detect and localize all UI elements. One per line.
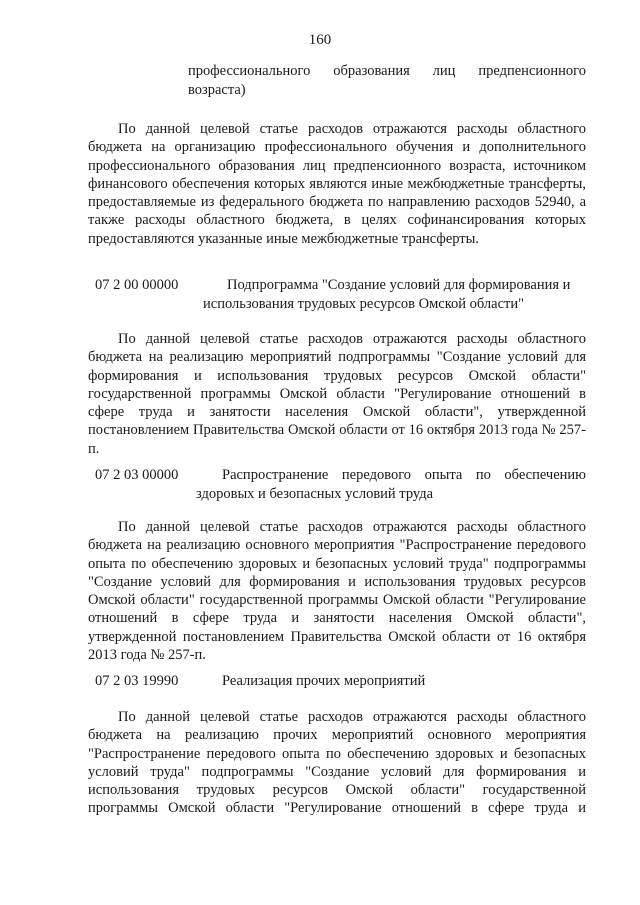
continued-heading-line-1: профессионального образования лиц предпенсионного (188, 63, 586, 79)
subprogram-heading (203, 276, 570, 313)
budget-code-07-2-03-00000: 07 2 03 00000 (95, 467, 179, 483)
subprogram-heading-line-1: Подпрограмма "Создание условий для формирования и (227, 277, 571, 293)
budget-code-07-2-03-19990: 07 2 03 19990 (95, 673, 179, 689)
activity-heading-line-1: Реализация прочих мероприятий (222, 673, 426, 689)
continued-heading-line-2: возраста) (188, 81, 246, 98)
body-paragraph-4 (88, 708, 586, 818)
budget-code-07-2-00-00000: 07 2 00 00000 (95, 277, 179, 293)
page-number: 160 (308, 32, 332, 48)
body-paragraph-1 (88, 120, 586, 248)
body-paragraph-3-text: По данной целевой статье расходов отражаются расходы областного бюджета на реализацию основного мероприятия "Распространение передового опыта по обеспечению здоровых и безопасных условий труда" подпрограммы "Создание условий для формирования и использования трудовых ресурсов Омской области" государственной программы Омской области "Регулирование отношений в сфере труда и занятости населения Омской области", утвержденной постановлением Правительства Омской области от 16 октября 2013 года № 257-п. (88, 519, 586, 664)
continued-heading (188, 62, 586, 99)
body-paragraph-1-text: По данной целевой статье расходов отражаются расходы областного бюджета на организацию профессионального обучения и дополнительного профессионального образования лиц предпенсионного возраста, источником финансового обеспечения которых являются иные межбюджетные трансферты, предоставляемые из федерального бюджета по направлению расходов 52940, а также расходы областного бюджета, в целях софинансирования которых предоставляются указанные иные межбюджетные трансферты. (88, 121, 586, 247)
main-activity-heading-line-1: Распространение передового опыта по обеспечению (222, 467, 586, 483)
body-paragraph-2 (88, 330, 586, 458)
subprogram-heading-line-2: использования трудовых ресурсов Омской области" (203, 295, 525, 312)
main-activity-heading (196, 466, 586, 503)
body-paragraph-3 (88, 518, 586, 664)
body-paragraph-4-text: По данной целевой статье расходов отражаются расходы областного бюджета на реализацию прочих мероприятий основного мероприятия "Распространение передового опыта по обеспечению здоровых и безопасных условий труда" подпрограммы "Создание условий для формирования и использования трудовых ресурсов Омской области" государственной программы Омской области "Регулирование отношений в сфере труда и (88, 709, 586, 817)
main-activity-heading-line-2: здоровых и безопасных условий труда (196, 485, 434, 502)
body-paragraph-2-text: По данной целевой статье расходов отражаются расходы областного бюджета на реализацию мероприятий подпрограммы "Создание условий для формирования и использования трудовых ресурсов Омской области" государственной программы Омской области "Регулирование отношений в сфере труда и занятости населения Омской области", утвержденной постановлением Правительства Омской области от 16 октября 2013 года № 257-п. (88, 331, 586, 457)
activity-heading (222, 672, 425, 691)
